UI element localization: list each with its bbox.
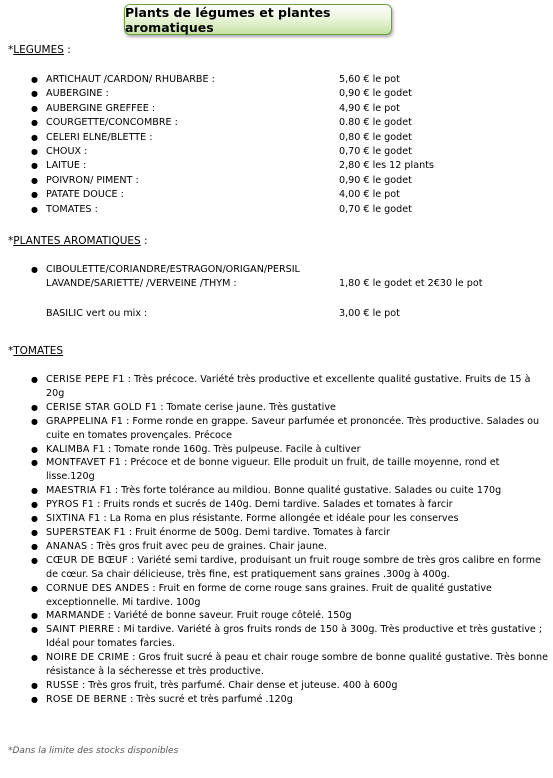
section-heading-aromatiques [8, 235, 148, 247]
bullet-icon: ● [31, 190, 38, 200]
variety-name: RUSSE [46, 679, 79, 691]
variety-description: : Très précoce. Variété très productive et excellente qualité gustative. Fruits de 15 à 20g [46, 374, 531, 399]
variety-name: MONTFAVET F1 [46, 457, 122, 469]
heading-suffix: : [140, 235, 148, 247]
item-name: PATATE DOUCE : [46, 189, 124, 201]
bullet-icon: ● [31, 204, 38, 214]
heading-star: * [8, 235, 14, 247]
list-item [0, 484, 550, 498]
variety-description: : Variété semi tardive, produisant un fruit rouge sombre de très gros calibre en forme de cœur. Sa chair délicieuse, très fine, est pratiquement sans graines .300g à 400g. [46, 554, 541, 580]
item-name: ARTICHAUT /CARDON/ RHUBARBE : [46, 74, 215, 85]
bullet-icon: ● [31, 265, 38, 274]
list-item [0, 623, 550, 651]
heading-text: LEGUMES [13, 44, 64, 56]
list-item [0, 651, 550, 679]
variety-description: : Très sucré et très parfumé .120g [127, 693, 293, 705]
aromatiques-line2-price: 1,80 € le godet et 2€30 le pot [339, 278, 483, 289]
bullet-icon: ● [31, 75, 38, 84]
section-heading-legumes [8, 44, 71, 56]
aromatiques-line2 [46, 277, 483, 291]
item-name: CELERI ELNE/BLETTE : [46, 131, 153, 143]
page-title-text: Plants de légumes et plantes aromatiques [125, 4, 331, 35]
list-item [0, 693, 550, 707]
list-item [0, 540, 550, 554]
tomates-list [0, 373, 550, 707]
variety-name: SAINT PIERRE [46, 624, 115, 636]
bullet-icon: ● [31, 458, 38, 468]
variety-name: CERISE STAR GOLD F1 [46, 401, 158, 413]
item-price: 4,00 € le pot [339, 189, 400, 201]
variety-description: : Tomate cerise jaune. Très gustative [157, 401, 336, 413]
variety-name: KALIMBA F1 [46, 443, 105, 455]
bullet-icon: ● [31, 541, 38, 551]
item-price: 0,90 € le godet [339, 174, 412, 186]
list-item [0, 609, 550, 623]
bullet-icon: ● [31, 89, 38, 99]
variety-description: : Tomate ronde 160g. Très pulpeuse. Facile à cultiver [104, 443, 361, 455]
bullet-icon: ● [31, 444, 38, 454]
item-price: 4,90 € le pot [339, 102, 400, 114]
item-price: 0,70 € le godet [339, 146, 412, 158]
variety-name: NOIRE DE CRIME [46, 652, 130, 664]
variety-description: : Précoce et de bonne vigueur. Elle produit un fruit, de taille moyenne, rond et lisse.120g [46, 457, 500, 483]
list-item [0, 102, 553, 116]
bullet-icon: ● [31, 375, 38, 384]
variety-name: MARMANDE [46, 610, 105, 622]
item-price: 2,80 € les 12 plants [339, 160, 434, 172]
bullet-icon: ● [31, 653, 38, 663]
heading-suffix: : [63, 44, 71, 56]
footnote: *Dans la limite des stocks disponibles [8, 746, 179, 756]
variety-name: MAESTRIA F1 [46, 485, 112, 497]
list-item [0, 159, 553, 173]
variety-name: CORNUE DES ANDES [46, 582, 150, 594]
variety-name: GRAPPELINA F1 [46, 415, 124, 427]
item-price: 0.80 € le godet [339, 117, 412, 129]
bullet-icon: ● [31, 680, 38, 690]
list-item [0, 73, 553, 87]
heading-text: PLANTES AROMATIQUES [13, 235, 141, 247]
section-heading-tomates [8, 345, 63, 357]
list-item [0, 401, 550, 415]
bullet-icon: ● [31, 147, 38, 157]
list-item [0, 554, 550, 582]
variety-description: : Très gros fruit, très parfumé. Chair dense et juteuse. 400 à 600g [78, 679, 398, 691]
list-item [0, 373, 550, 401]
list-item [0, 456, 550, 484]
item-name: AUBERGINE : [46, 88, 109, 100]
list-item [0, 145, 553, 159]
variety-name: CERISE PEPE F1 [46, 374, 125, 385]
item-name: TOMATES : [46, 203, 98, 215]
variety-name: SUPERSTEAK F1 [46, 526, 126, 538]
list-item [0, 131, 553, 145]
bullet-icon: ● [31, 583, 38, 593]
list-item [0, 174, 553, 188]
bullet-icon: ● [31, 694, 38, 704]
basilic-name: BASILIC vert ou mix : [46, 308, 148, 319]
item-name: POIVRON/ PIMENT : [46, 174, 139, 186]
variety-name: ROSE DE BERNE [46, 693, 128, 705]
list-item [0, 203, 553, 217]
item-price: 5,60 € le pot [339, 74, 400, 85]
heading-text: TOMATES [13, 345, 64, 357]
bullet-icon: ● [31, 416, 38, 426]
item-price: 0,90 € le godet [339, 88, 412, 100]
variety-description: : Mi tardive. Variété à gros fruits ronds de 150 à 300g. Très productive et très gustative ; Idéal pour tomates farcies. [46, 624, 543, 650]
list-item [0, 679, 550, 693]
item-name: COURGETTE/CONCOMBRE : [46, 117, 178, 129]
list-item [0, 116, 553, 130]
bullet-icon: ● [31, 118, 38, 128]
variety-name: CŒUR DE BŒUF [46, 554, 128, 566]
item-name: CHOUX : [46, 146, 88, 158]
item-price: 0,80 € le godet [339, 131, 412, 143]
list-item [0, 582, 550, 610]
variety-description: : Fruits ronds et sucrés de 140g. Demi tardive. Salades et tomates à farcir [94, 499, 453, 511]
variety-name: PYROS F1 [46, 499, 95, 511]
aromatiques-line2-name: LAVANDE/SARIETTE/ /VERVEINE /THYM : [46, 278, 237, 289]
variety-description: : Fruit énorme de 500g. Demi tardive. Tomates à farcir [125, 526, 390, 538]
variety-description: : Fruit en forme de corne rouge sans graines. Fruit de qualité gustative exceptionnelle. Mi tardive. 100g [46, 582, 492, 608]
bullet-icon: ● [31, 161, 38, 171]
list-item [0, 512, 550, 526]
bullet-icon: ● [31, 402, 38, 412]
variety-description: : Très forte tolérance au mildiou. Bonne qualité gustative. Salades ou cuite 170g [111, 485, 502, 497]
variety-description: : Très gros fruit avec peu de graines. Chair jaune. [87, 540, 328, 552]
heading-star: * [8, 345, 14, 357]
variety-name: SIXTINA F1 [46, 513, 101, 525]
list-item [0, 498, 550, 512]
bullet-icon: ● [31, 625, 38, 635]
variety-description: : Variété de bonne saveur. Fruit rouge côtelé. 150g [104, 610, 352, 622]
aromatiques-line1: CIBOULETTE/CORIANDRE/ESTRAGON/ORIGAN/PERSIL [46, 264, 300, 275]
bullet-icon: ● [31, 175, 38, 185]
list-item [0, 526, 550, 540]
list-item [0, 415, 550, 443]
bullet-icon: ● [31, 514, 38, 524]
list-item [0, 188, 553, 202]
bullet-icon: ● [31, 611, 38, 621]
variety-description: : La Roma en plus résistante. Forme allongée et idéale pour les conserves [100, 513, 459, 525]
variety-description: : Gros fruit sucré à peau et chair rouge sombre de bonne qualité gustative. Très bonne résistance à la sécheresse et très productive. [46, 652, 549, 678]
basilic-line [46, 307, 400, 321]
bullet-icon: ● [31, 555, 38, 565]
bullet-icon: ● [31, 132, 38, 142]
legumes-list [0, 73, 553, 217]
bullet-icon: ● [31, 500, 38, 510]
basilic-price: 3,00 € le pot [339, 308, 400, 319]
list-item [0, 443, 550, 457]
bullet-icon: ● [31, 527, 38, 537]
item-name: AUBERGINE GREFFEE : [46, 102, 156, 114]
bullet-icon: ● [31, 486, 38, 496]
list-item [0, 87, 553, 101]
item-price: 0,70 € le godet [339, 203, 412, 215]
variety-description: : Forme ronde en grappe. Saveur parfumée et prononcée. Très productive. Salades ou cuite en tomates provençales. Précoce [46, 415, 540, 441]
bullet-icon: ● [31, 103, 38, 113]
heading-star: * [8, 44, 14, 56]
page-title [124, 4, 392, 35]
variety-name: ANANAS [46, 540, 88, 552]
item-name: LAITUE : [46, 160, 87, 172]
